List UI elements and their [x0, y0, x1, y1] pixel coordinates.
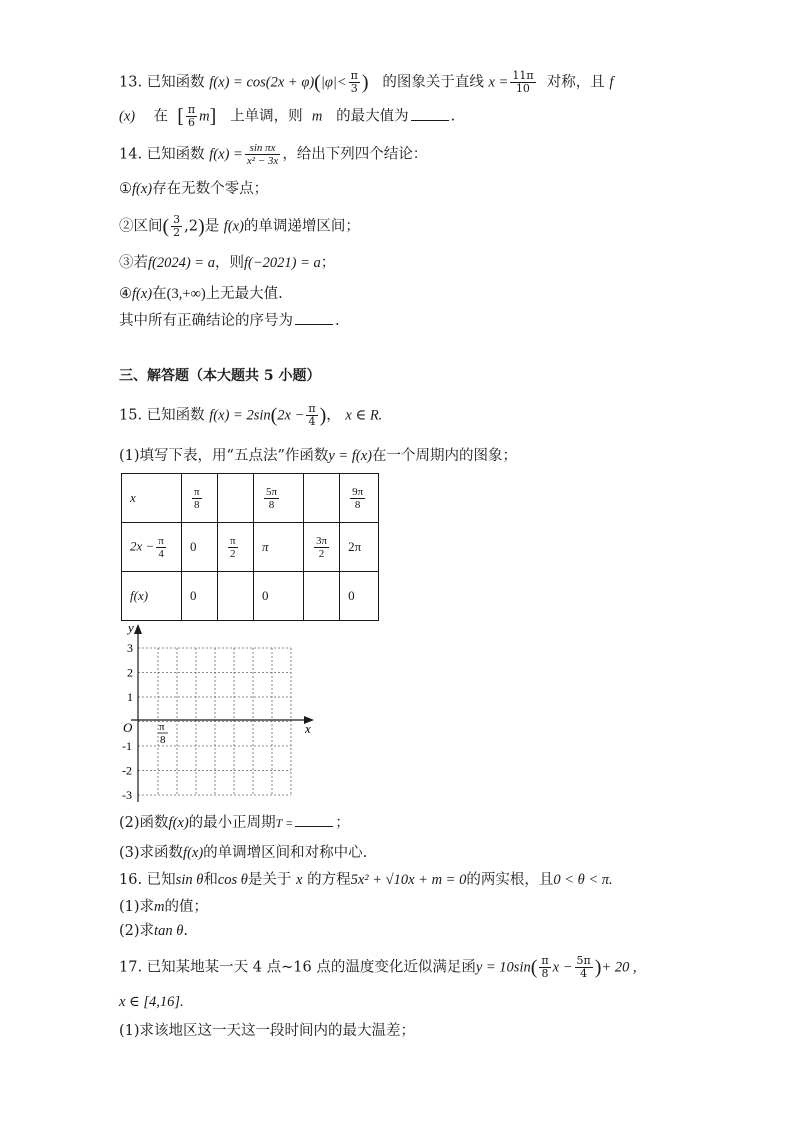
q15-part2: (2)函数f(x)的最小正周期T = ； — [119, 812, 350, 834]
q14-ask: 其中所有正确结论的序号为 . — [119, 310, 340, 332]
q17-line1: 17. 已知某地某一天 4 点~16 点的温度变化近似满足函y = 10sin( $\frac{\pi}{8}$ x − $\frac{5\pi}{4}$ )+ 20 , — [119, 954, 637, 980]
x-tick-8: 8 — [160, 734, 166, 746]
q14-line1: 14. 已知函数 f(x) = $\frac{\text{sin πx}}{\text{x² − 3x}}$ ，给出下列四个结论： — [119, 142, 428, 167]
table-cell: $\frac{5\pi}{8}$ — [254, 474, 304, 523]
table-cell — [304, 572, 340, 621]
table-cell: 0 — [182, 572, 218, 621]
table-cell: 2π — [340, 523, 379, 572]
table-cell: f(x) — [122, 572, 182, 621]
table-cell: 0 — [254, 572, 304, 621]
y-axis-label: y — [128, 620, 134, 635]
q15-part3: (3)求函数f(x)的单调增区间和对称中心. — [119, 845, 368, 861]
q14-conclusion-1: ①f(x)存在无数个零点； — [119, 181, 269, 197]
table-row-x — [122, 474, 379, 523]
q13-function: f(x) = cos(2x + φ) — [209, 74, 315, 91]
table-cell: $\frac{\pi}{2}$ — [218, 523, 254, 572]
y-tick-label: -3 — [122, 788, 132, 802]
table-row-fx — [122, 572, 379, 621]
table-cell: 2x − $\frac{\pi}{4}$ — [122, 523, 182, 572]
q16-part2: (2)求tan θ. — [119, 923, 188, 939]
x-tick-pi: π — [159, 721, 165, 733]
q13-line1: 13. 已知函数 f(x) = cos(2x + φ)(|φ|< $\frac{\pi}{3}$ ) 的图象关于直线 x = $\frac{11\pi}{10}$ 对称，且 f — [119, 69, 614, 95]
y-tick-label: 3 — [127, 641, 133, 655]
y-tick-label: -1 — [122, 739, 132, 753]
answer-blank — [295, 310, 333, 325]
q14-conclusion-3: ③若f(2024) = a，则f(−2021) = a； — [119, 255, 336, 271]
q14-conclusion-4: ④f(x)在(3,+∞)上无最大值. — [119, 286, 283, 302]
table-cell: $\frac{\pi}{8}$ — [182, 474, 218, 523]
y-tick-label: 1 — [127, 690, 133, 704]
q16-part1: (1)求m的值； — [119, 899, 209, 915]
y-tick-label: 2 — [127, 665, 133, 680]
section-title: 三、解答题（本大题共 5 小题） — [119, 368, 321, 384]
table-cell: 0 — [182, 523, 218, 572]
origin-label: O — [123, 720, 133, 735]
table-cell: x — [122, 474, 182, 523]
q17-part1: (1)求该地区这一天这一段时间内的最大温差； — [119, 1023, 416, 1039]
x-axis-label: x — [305, 721, 311, 736]
five-point-table — [121, 473, 379, 621]
table-cell — [218, 474, 254, 523]
table-cell: $\frac{3\pi}{2}$ — [304, 523, 340, 572]
coordinate-grid — [119, 620, 329, 806]
q15-part1: (1)填写下表，用“五点法”作函数y = f(x)在一个周期内的图象； — [119, 448, 517, 464]
answer-blank — [295, 812, 333, 827]
table-cell: $\frac{9\pi}{8}$ — [340, 474, 379, 523]
table-row-2x — [122, 523, 379, 572]
table-cell: π — [254, 523, 304, 572]
table-cell — [218, 572, 254, 621]
q14-conclusion-2: ②区间( $\frac{3}{2}$ ,2)是 f(x)的单调递增区间； — [119, 213, 360, 239]
y-axis-arrow-icon — [134, 624, 142, 634]
q17-line2: x ∈ [4,16]. — [119, 994, 184, 1010]
q15-line1: 15. 已知函数 f(x) = 2sin(2x − $\frac{\pi}{4}$ )， x ∈ R. — [119, 402, 383, 428]
q13-pi-over-3: $\frac{\pi}{3}$ — [350, 69, 358, 95]
table-cell — [304, 474, 340, 523]
table-cell: 0 — [340, 572, 379, 621]
y-tick-label: -2 — [122, 763, 132, 778]
answer-blank — [411, 106, 449, 121]
q13-line2: (x) 在 [ $\frac{\pi}{6}$ m] 上单调，则 m 的最大值为 . — [119, 103, 456, 129]
q16-line1: 16. 已知sin θ和cos θ是关于 x 的方程5x² + √10x + m = 0的两实根，且0 < θ < π. — [119, 872, 613, 888]
